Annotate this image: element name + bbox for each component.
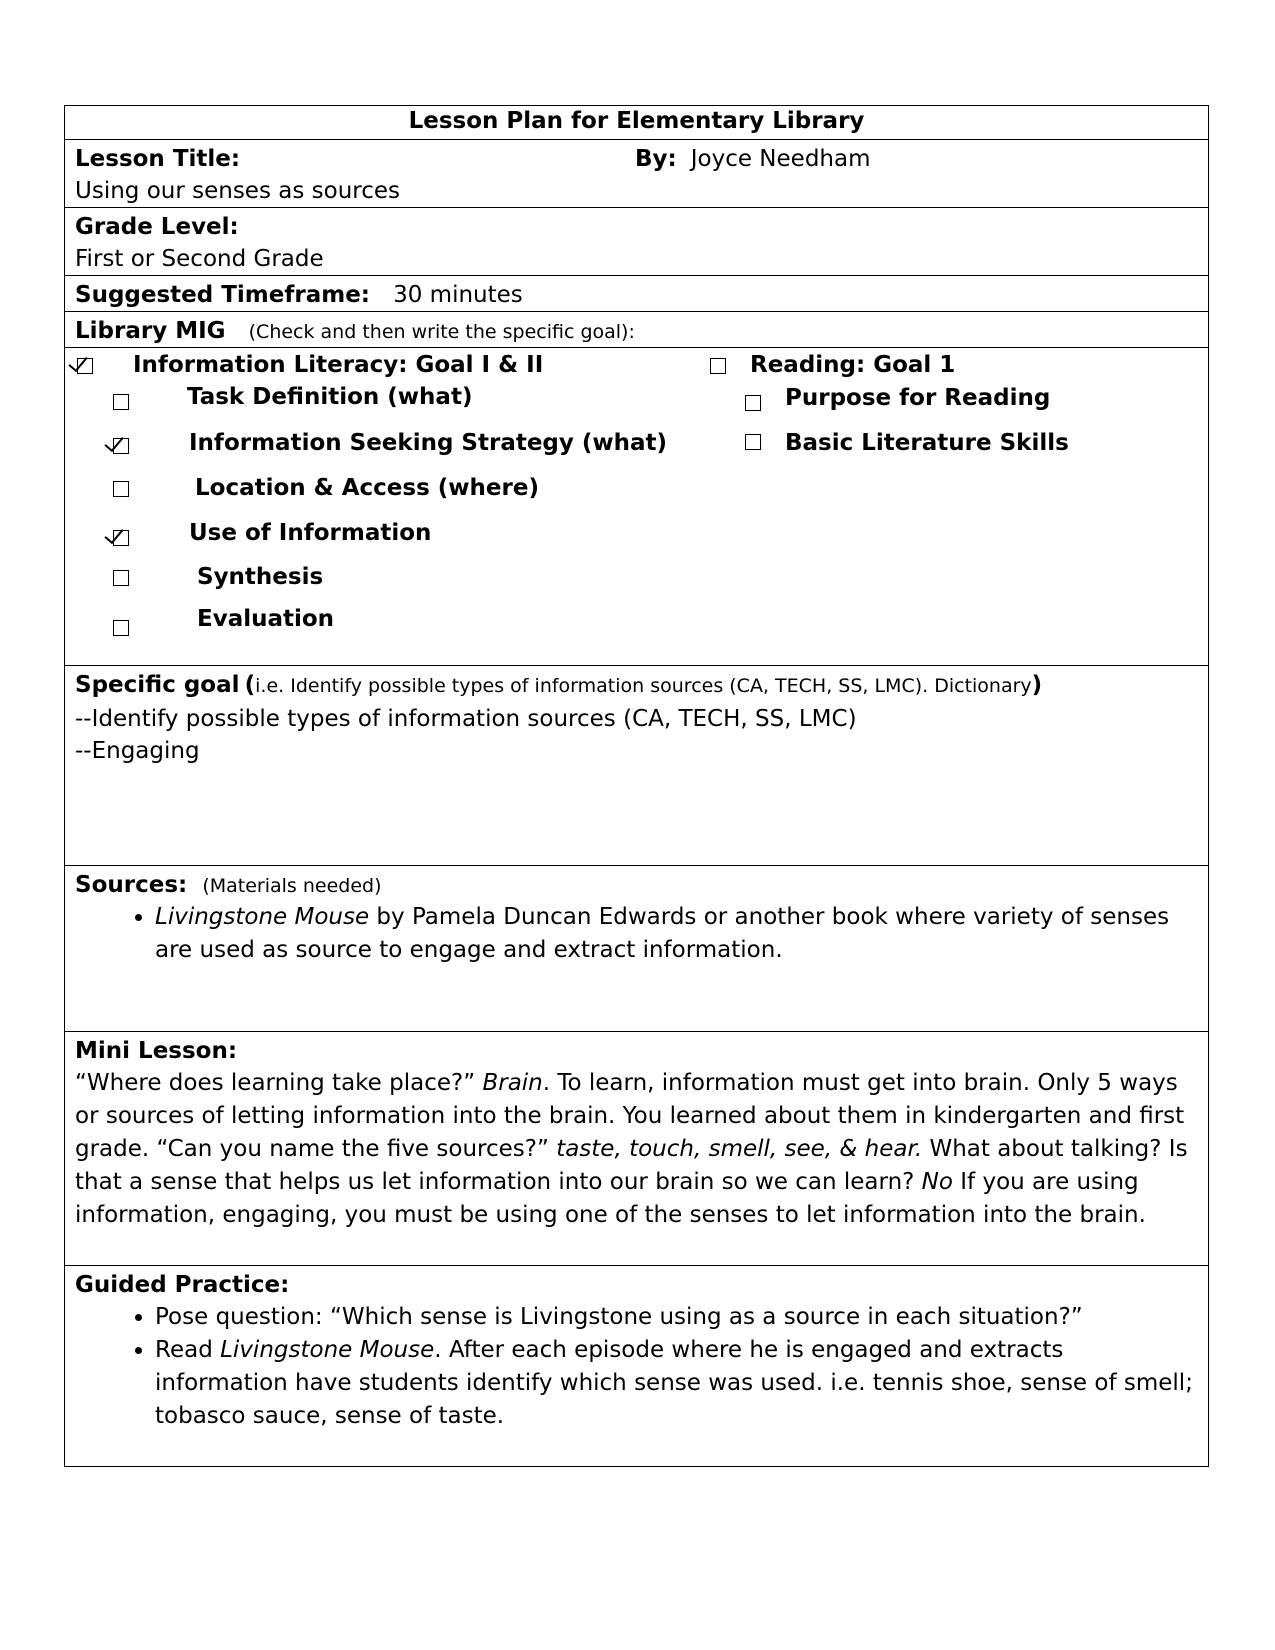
list-item <box>155 1334 1198 1433</box>
source-description: by Pamela Duncan Edwards or another book where variety of senses are used as source to engage and extract information. <box>155 904 1170 963</box>
mig-item-location-access[interactable] <box>113 475 539 501</box>
guided-practice-label: Guided Practice: <box>75 1272 290 1298</box>
mig-item-task-definition[interactable] <box>113 384 473 410</box>
location-access-checkbox[interactable] <box>113 481 129 497</box>
mig-item-use-of-information[interactable] <box>113 520 432 546</box>
page-title: Lesson Plan for Elementary Library <box>65 106 1208 140</box>
location-access-label: Location & Access (where) <box>195 475 539 501</box>
grade-level-label: Grade Level: <box>75 214 239 240</box>
use-of-information-label: Use of Information <box>189 520 432 546</box>
list-item <box>155 901 1198 967</box>
specific-goal-paren-close: ) <box>1031 672 1043 698</box>
guided-practice-part: Read <box>155 1337 221 1363</box>
book-title: Livingstone Mouse <box>220 1337 435 1363</box>
specific-goal-line: --Identify possible types of information sources (CA, TECH, SS, LMC) <box>75 706 857 732</box>
basic-literature-label: Basic Literature Skills <box>785 430 1069 456</box>
library-mig-label: Library MIG <box>75 318 226 344</box>
mini-lesson-part: What about talking? Is that a sense that helps us let information into our brain so we can learn? <box>75 1136 1188 1195</box>
specific-goal-label: Specific goal <box>75 672 240 698</box>
sources-note: (Materials needed) <box>202 875 382 897</box>
specific-goal-note: i.e. Identify possible types of information sources (CA, TECH, SS, LMC). Dictionary <box>255 675 1032 697</box>
specific-goal-line: --Engaging <box>75 738 200 764</box>
purpose-for-reading-label: Purpose for Reading <box>785 385 1051 411</box>
mini-lesson-part: “Where does learning take place?” <box>75 1070 483 1096</box>
mini-lesson-part: . To learn, information must get into brain. Only 5 ways or sources of letting information into the brain. You learned about them in kindergarten and first grade. “Can you name the five sources?” <box>75 1070 1185 1162</box>
mini-lesson-emphasis: taste, touch, smell, see, & hear. <box>556 1136 923 1162</box>
lesson-title-value: Using our senses as sources <box>75 178 400 204</box>
grade-level-value: First or Second Grade <box>75 246 324 272</box>
sources-list <box>75 901 1198 967</box>
mig-item-basic-literature[interactable] <box>745 430 1069 456</box>
mig-item-purpose-for-reading[interactable] <box>745 385 1051 411</box>
mig-item-evaluation[interactable] <box>113 606 335 636</box>
reading-goal-checkbox[interactable] <box>710 358 726 374</box>
info-seeking-label: Information Seeking Strategy (what) <box>189 430 668 456</box>
mig-checklist <box>65 348 1208 666</box>
mini-lesson-part: If you are using information, engaging, you must be using one of the senses to let information into the brain. <box>75 1169 1146 1228</box>
book-title: Livingstone Mouse <box>155 904 370 930</box>
library-mig-note: (Check and then write the specific goal): <box>248 321 635 343</box>
lesson-title-row <box>65 140 1208 208</box>
library-mig-row <box>65 312 1208 348</box>
timeframe-row <box>65 276 1208 312</box>
reading-goal-label: Reading: Goal 1 <box>750 352 956 378</box>
author-name: Joyce Needham <box>690 146 871 172</box>
by-label: By: <box>635 146 677 172</box>
purpose-for-reading-checkbox[interactable] <box>745 395 761 411</box>
list-item: • Pose question: “Which sense is Livingstone using as a source in each situation?” <box>155 1301 1198 1334</box>
task-definition-checkbox[interactable] <box>113 394 129 410</box>
evaluation-label: Evaluation <box>197 606 335 632</box>
synthesis-checkbox[interactable] <box>113 570 129 586</box>
specific-goal-paren-open: ( <box>244 672 256 698</box>
evaluation-checkbox[interactable] <box>113 620 129 636</box>
mini-lesson-label: Mini Lesson: <box>75 1038 238 1064</box>
sources-row <box>65 866 1208 1032</box>
mini-lesson-emphasis: Brain <box>482 1070 543 1096</box>
use-of-information-checkbox[interactable] <box>113 530 129 546</box>
guided-practice-list <box>75 1301 1198 1433</box>
synthesis-label: Synthesis <box>197 564 324 590</box>
mig-item-synthesis[interactable] <box>113 564 324 590</box>
mini-lesson-text <box>75 1067 1198 1232</box>
info-literacy-label: Information Literacy: Goal I & II <box>133 352 544 378</box>
mini-lesson-emphasis: No <box>921 1169 953 1195</box>
guided-practice-row <box>65 1266 1208 1466</box>
mini-lesson-row <box>65 1032 1208 1266</box>
sources-label: Sources: <box>75 872 188 898</box>
basic-literature-checkbox[interactable] <box>745 434 761 450</box>
info-literacy-checkbox[interactable] <box>77 358 93 374</box>
timeframe-value: 30 minutes <box>393 282 523 308</box>
grade-level-row <box>65 208 1208 276</box>
info-seeking-checkbox[interactable] <box>113 438 129 454</box>
timeframe-label: Suggested Timeframe: <box>75 282 370 308</box>
specific-goal-row <box>65 666 1208 866</box>
info-literacy-item[interactable] <box>77 352 544 378</box>
lesson-title-label: Lesson Title: <box>75 146 241 172</box>
lesson-plan-table <box>64 105 1209 1467</box>
guided-practice-part: . After each episode where he is engaged and extracts information have students identify which sense was used. i.e. tennis shoe, sense of smell; tobasco sauce, sense of taste. <box>155 1337 1193 1429</box>
reading-goal-item[interactable] <box>710 352 956 378</box>
task-definition-label: Task Definition (what) <box>187 384 473 410</box>
mig-item-info-seeking[interactable] <box>113 430 668 456</box>
